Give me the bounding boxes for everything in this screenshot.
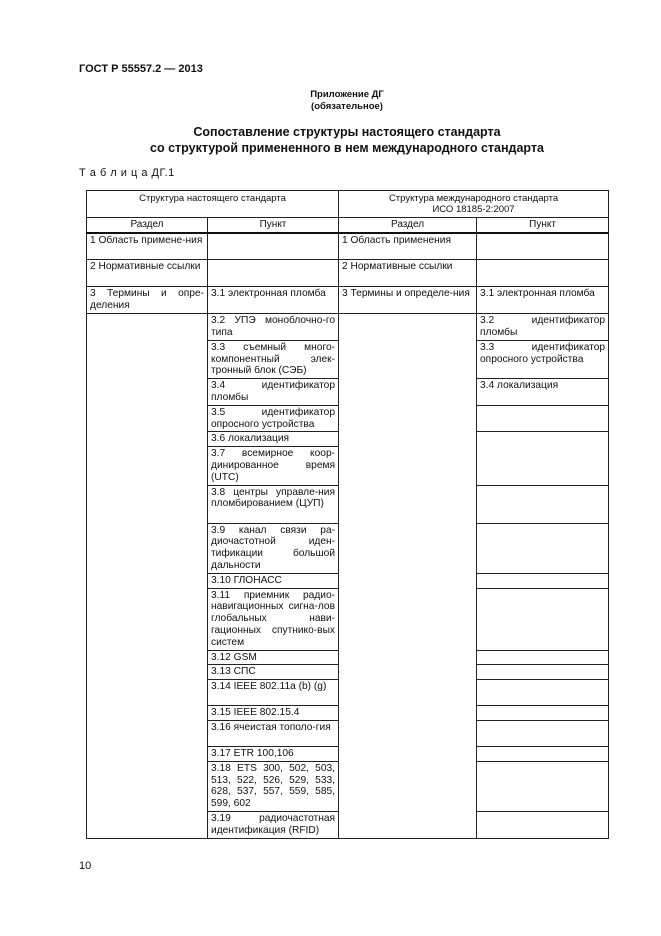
table-cell: 3.9 канал связи ра-диочастотной иден-тификации большой дальности	[208, 523, 339, 573]
table-cell	[339, 314, 477, 838]
header-current-standard: Структура настоящего стандарта	[87, 191, 339, 218]
table-cell: 1 Область применения	[339, 233, 477, 260]
table-cell	[208, 233, 339, 260]
table-cell	[208, 260, 339, 287]
col-header-item-left: Пункт	[208, 218, 339, 233]
col-header-item-right: Пункт	[477, 218, 609, 233]
page-title	[0, 124, 661, 156]
table-cell: 3.13 СПС	[208, 665, 339, 680]
table-cell	[477, 721, 609, 747]
comparison-table	[86, 190, 609, 839]
table-cell	[477, 812, 609, 839]
table-caption: Т а б л и ц а ДГ.1	[79, 167, 175, 179]
table-cell: 1 Область примене-ния	[87, 233, 208, 260]
table-cell: 3.12 GSM	[208, 650, 339, 665]
table-cell: 3.16 ячеистая тополо-гия	[208, 721, 339, 747]
col-header-section-left: Раздел	[87, 218, 208, 233]
document-header: ГОСТ Р 55557.2 — 2013	[79, 63, 203, 75]
table-cell: 3.3 съемный много-компонентный элек-тронный блок (СЭБ)	[208, 340, 339, 378]
appendix-heading	[0, 89, 661, 113]
table-cell	[477, 650, 609, 665]
table-cell	[477, 706, 609, 721]
title-line-1: Сопоставление структуры настоящего стандарта	[193, 125, 501, 139]
table-cell: 3.19 радиочастотная идентификация (RFID)	[208, 812, 339, 839]
table-cell: 3.7 всемирное коор-динированное время (UTC)	[208, 447, 339, 485]
table-cell: 3.3 идентификатор опросного устройства	[477, 340, 609, 378]
appendix-label: Приложение ДГ	[310, 89, 384, 100]
table-cell	[477, 485, 609, 523]
table-cell: 3.1 электронная пломба	[208, 287, 339, 314]
table-cell: 3.4 локализация	[477, 379, 609, 406]
appendix-status: (обязательное)	[311, 101, 383, 112]
table-cell: 3.1 электронная пломба	[477, 287, 609, 314]
table-cell	[477, 432, 609, 485]
table-cell: 3.17 ETR 100,106	[208, 747, 339, 762]
table-cell	[477, 523, 609, 573]
table-cell: 3.4 идентификатор пломбы	[208, 379, 339, 406]
table-cell: 2 Нормативные ссылки	[87, 260, 208, 287]
table-cell	[477, 573, 609, 588]
table-cell	[477, 588, 609, 650]
table-cell	[477, 761, 609, 811]
table-cell: 3 Термины и определе-ния	[339, 287, 477, 314]
table-cell	[87, 314, 208, 838]
table-cell	[477, 680, 609, 706]
table-cell: 3.6 локализация	[208, 432, 339, 447]
col-header-section-right: Раздел	[339, 218, 477, 233]
table-cell: 3.5 идентификатор опросного устройства	[208, 405, 339, 432]
table-cell: 2 Нормативные ссылки	[339, 260, 477, 287]
table-cell: 3.2 УПЭ моноблочно-го типа	[208, 314, 339, 341]
table-cell: 3.18 ETS 300, 502, 503, 513, 522, 526, 529, 533, 628, 537, 557, 559, 585, 599, 602	[208, 761, 339, 811]
table-cell: 3 Термины и опре-деления	[87, 287, 208, 314]
table-cell: 3.11 приемник радио-навигационных сигна-лов глобальных нави-гационных спутнико-вых систем	[208, 588, 339, 650]
table-cell: 3.8 центры управле-ния пломбированием (ЦУП)	[208, 485, 339, 523]
table-cell: 3.14 IEEE 802.11a (b) (g)	[208, 680, 339, 706]
table-cell	[477, 405, 609, 432]
header-international-standard: Структура международного стандарта ИСО 18185-2:2007	[339, 191, 609, 218]
table-cell	[477, 747, 609, 762]
title-line-2: со структурой примененного в нем международного стандарта	[150, 141, 544, 155]
table-cell: 3.10 ГЛОНАСС	[208, 573, 339, 588]
table-cell: 3.15 IEEE 802.15.4	[208, 706, 339, 721]
page-number: 10	[79, 860, 92, 872]
table-cell: 3.2 идентификатор пломбы	[477, 314, 609, 341]
table-cell	[477, 260, 609, 287]
table-cell	[477, 233, 609, 260]
table-cell	[477, 665, 609, 680]
